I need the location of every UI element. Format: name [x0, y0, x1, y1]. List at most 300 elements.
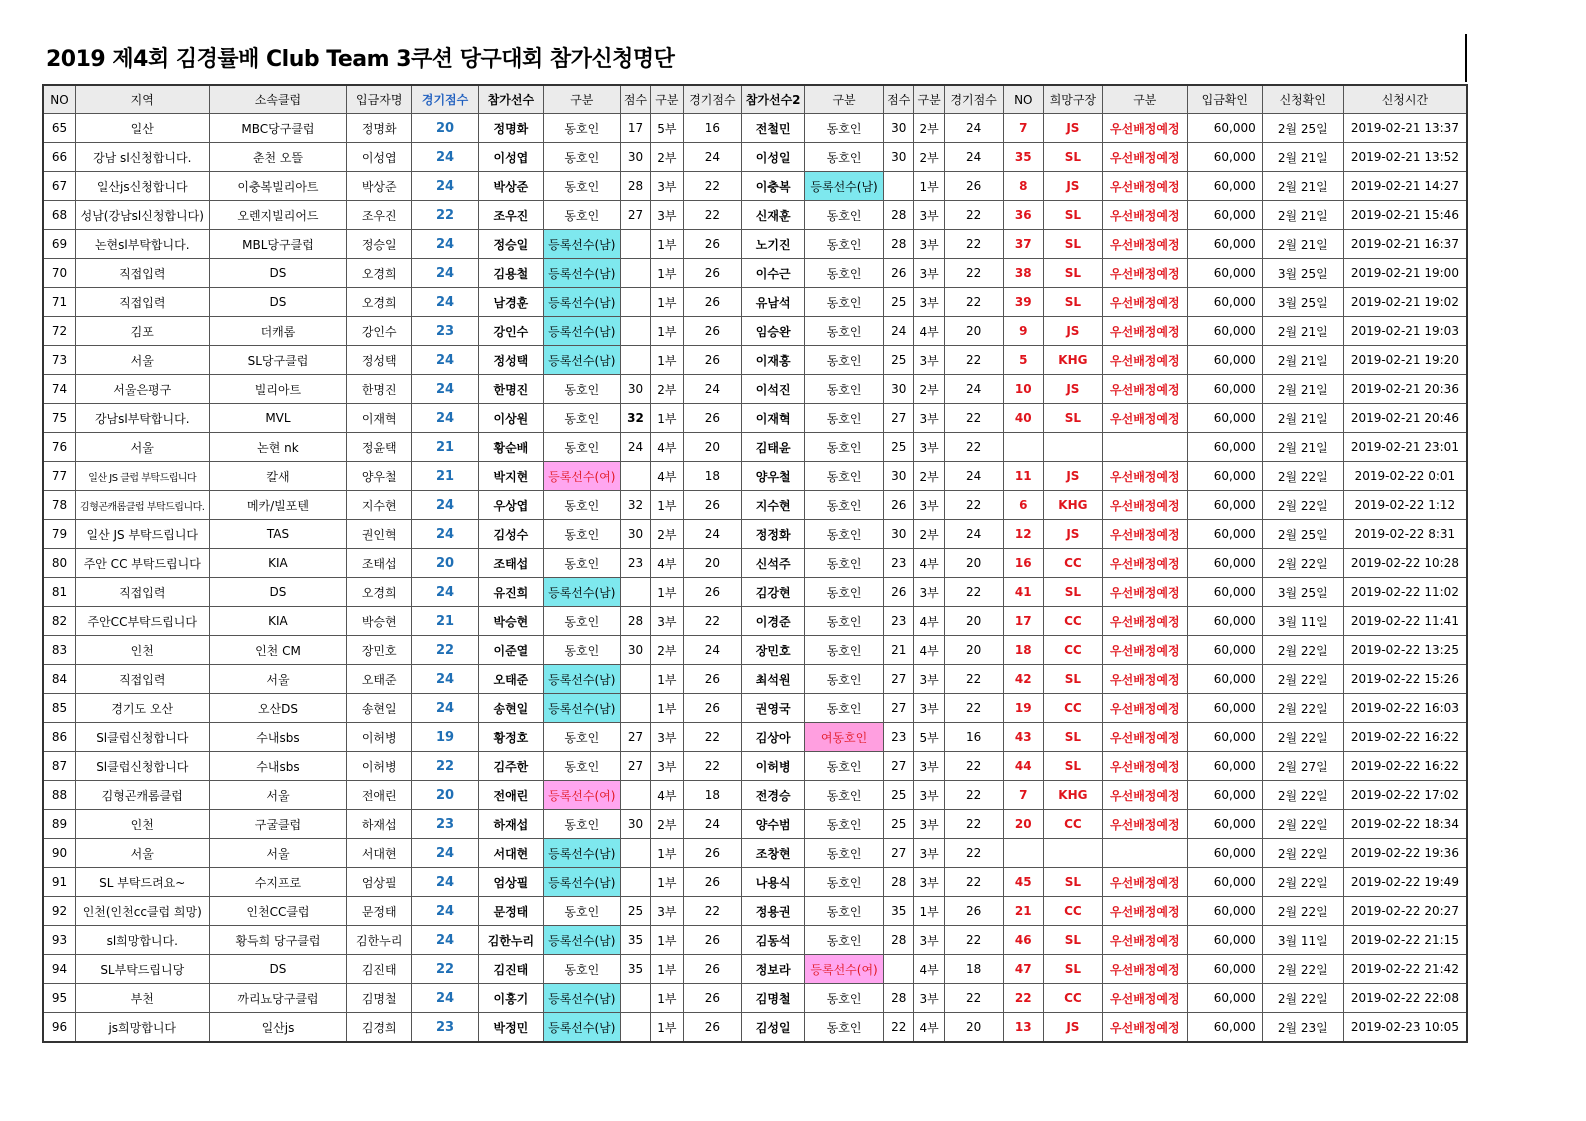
table-row — [43, 1013, 1467, 1043]
cell-venue: JS — [1044, 375, 1103, 404]
cell-player1-type: 등록선수(남) — [543, 926, 620, 955]
table-row — [43, 839, 1467, 868]
cell-apply-time: 2019-02-22 16:03 — [1343, 694, 1467, 723]
cell-player2-division: 3부 — [914, 201, 944, 230]
cell-player1-type: 동호인 — [543, 897, 620, 926]
cell-payment: 60,000 — [1187, 520, 1262, 549]
cell-player1: 김한누리 — [478, 926, 543, 955]
cell-player2: 이성일 — [742, 143, 805, 172]
cell-player2-game-score: 22 — [944, 578, 1003, 607]
cell-venue: KHG — [1044, 781, 1103, 810]
cell-region: 주안 CC 부탁드립니다 — [75, 549, 209, 578]
cell-player2-game-score: 22 — [944, 984, 1003, 1013]
cell-depositor: 정성택 — [347, 346, 412, 375]
registration-table — [42, 84, 1468, 1043]
cell-no2: 8 — [1003, 172, 1044, 201]
cell-depositor: 이허병 — [347, 723, 412, 752]
cell-no: 91 — [43, 868, 75, 897]
header-player1-points: 점수 — [620, 85, 650, 114]
cell-region: 서울 — [75, 433, 209, 462]
cell-assignment: 우선배정예정 — [1102, 520, 1187, 549]
cell-player2-points: 27 — [884, 752, 914, 781]
header-confirm-date: 신청확인 — [1262, 85, 1343, 114]
cell-player1: 유진희 — [478, 578, 543, 607]
cell-player2-type: 동호인 — [805, 752, 884, 781]
cell-player2-game-score: 22 — [944, 259, 1003, 288]
cell-player1: 이홍기 — [478, 984, 543, 1013]
cell-venue: SL — [1044, 404, 1103, 433]
cell-region: 직접입력 — [75, 288, 209, 317]
cell-no2: 37 — [1003, 230, 1044, 259]
cell-player2-division: 4부 — [914, 317, 944, 346]
cell-player1-points: 35 — [620, 926, 650, 955]
cell-apply-time: 2019-02-22 8:31 — [1343, 520, 1467, 549]
cell-no: 72 — [43, 317, 75, 346]
header-player1-type: 구분 — [543, 85, 620, 114]
cell-player1-type: 등록선수(여) — [543, 781, 620, 810]
cell-apply-time: 2019-02-22 21:42 — [1343, 955, 1467, 984]
cell-player1-game-score: 26 — [683, 346, 742, 375]
cell-no2 — [1003, 433, 1044, 462]
cell-player1-game-score: 24 — [683, 636, 742, 665]
cell-player1-type: 동호인 — [543, 143, 620, 172]
cell-player2-type: 동호인 — [805, 259, 884, 288]
cell-depositor: 오태준 — [347, 665, 412, 694]
cell-club: KIA — [209, 549, 347, 578]
cell-payment: 60,000 — [1187, 317, 1262, 346]
cell-game-score: 24 — [412, 520, 479, 549]
cell-player1-points: 27 — [620, 201, 650, 230]
cell-player2-points: 23 — [884, 723, 914, 752]
cell-confirm-date: 2월 22일 — [1262, 810, 1343, 839]
cell-assignment: 우선배정예정 — [1102, 607, 1187, 636]
cell-player1-division: 3부 — [651, 607, 683, 636]
cell-player2-type: 동호인 — [805, 781, 884, 810]
cell-player1-game-score: 26 — [683, 288, 742, 317]
cell-confirm-date: 2월 22일 — [1262, 694, 1343, 723]
cell-player2-game-score: 22 — [944, 230, 1003, 259]
cell-depositor: 박승현 — [347, 607, 412, 636]
cell-venue — [1044, 839, 1103, 868]
cell-apply-time: 2019-02-22 22:08 — [1343, 984, 1467, 1013]
cell-club: 춘천 오뜰 — [209, 143, 347, 172]
table-row — [43, 317, 1467, 346]
cell-player1-game-score: 26 — [683, 578, 742, 607]
table-row — [43, 549, 1467, 578]
cell-player1-type: 등록선수(남) — [543, 665, 620, 694]
cell-player2-points: 30 — [884, 520, 914, 549]
cell-player1-game-score: 16 — [683, 114, 742, 143]
cell-player1-division: 2부 — [651, 375, 683, 404]
cell-apply-time: 2019-02-22 17:02 — [1343, 781, 1467, 810]
table-row — [43, 926, 1467, 955]
cell-depositor: 오경희 — [347, 259, 412, 288]
cell-club: 서울 — [209, 665, 347, 694]
cell-no2: 36 — [1003, 201, 1044, 230]
cell-confirm-date: 2월 22일 — [1262, 491, 1343, 520]
cell-region: 성남(강남sl신청합니다) — [75, 201, 209, 230]
cell-apply-time: 2019-02-22 15:26 — [1343, 665, 1467, 694]
cell-player2-division: 3부 — [914, 665, 944, 694]
cell-club: MVL — [209, 404, 347, 433]
cell-apply-time: 2019-02-21 16:37 — [1343, 230, 1467, 259]
header-player2-division: 구분 — [914, 85, 944, 114]
cell-apply-time: 2019-02-22 11:02 — [1343, 578, 1467, 607]
cell-assignment: 우선배정예정 — [1102, 926, 1187, 955]
cell-no: 68 — [43, 201, 75, 230]
cell-assignment — [1102, 433, 1187, 462]
cell-player2-division: 3부 — [914, 984, 944, 1013]
cell-player2-type: 동호인 — [805, 346, 884, 375]
cell-game-score: 22 — [412, 201, 479, 230]
cell-game-score: 24 — [412, 926, 479, 955]
cell-confirm-date: 2월 21일 — [1262, 172, 1343, 201]
cell-player2-type: 동호인 — [805, 114, 884, 143]
cell-apply-time: 2019-02-21 15:46 — [1343, 201, 1467, 230]
cell-player2: 신석주 — [742, 549, 805, 578]
cell-player1-points: 30 — [620, 636, 650, 665]
cell-region: 직접입력 — [75, 578, 209, 607]
cell-player1-division: 2부 — [651, 143, 683, 172]
cell-player2-type: 동호인 — [805, 694, 884, 723]
cell-player2-game-score: 22 — [944, 839, 1003, 868]
cell-club: MBC당구클럽 — [209, 114, 347, 143]
table-row — [43, 143, 1467, 172]
cell-venue: SL — [1044, 665, 1103, 694]
cell-assignment: 우선배정예정 — [1102, 549, 1187, 578]
cell-no: 83 — [43, 636, 75, 665]
cell-player1: 이상원 — [478, 404, 543, 433]
cell-venue: SL — [1044, 230, 1103, 259]
cell-player2: 전경승 — [742, 781, 805, 810]
cell-region: 서울 — [75, 346, 209, 375]
cell-player2-points: 30 — [884, 143, 914, 172]
cell-assignment: 우선배정예정 — [1102, 462, 1187, 491]
cell-no: 73 — [43, 346, 75, 375]
cell-player1-game-score: 26 — [683, 839, 742, 868]
cell-player2-points: 27 — [884, 665, 914, 694]
cell-venue: JS — [1044, 317, 1103, 346]
cell-player2-points: 24 — [884, 317, 914, 346]
cell-confirm-date: 2월 22일 — [1262, 897, 1343, 926]
cell-player2: 김성일 — [742, 1013, 805, 1043]
cell-player2-game-score: 22 — [944, 491, 1003, 520]
cell-venue: CC — [1044, 607, 1103, 636]
cell-game-score: 19 — [412, 723, 479, 752]
cell-assignment: 우선배정예정 — [1102, 984, 1187, 1013]
cell-club: 서울 — [209, 781, 347, 810]
cell-depositor: 정명화 — [347, 114, 412, 143]
cell-depositor: 하재섭 — [347, 810, 412, 839]
cell-depositor: 장민호 — [347, 636, 412, 665]
cell-venue: JS — [1044, 520, 1103, 549]
cell-club: DS — [209, 288, 347, 317]
cell-no: 66 — [43, 143, 75, 172]
cell-assignment: 우선배정예정 — [1102, 114, 1187, 143]
cell-player2-game-score: 24 — [944, 520, 1003, 549]
cell-player2-points: 35 — [884, 897, 914, 926]
table-row — [43, 694, 1467, 723]
cell-player1-points — [620, 462, 650, 491]
cell-player1-game-score: 26 — [683, 491, 742, 520]
cell-player1: 김진태 — [478, 955, 543, 984]
cell-player1-points — [620, 694, 650, 723]
cell-player1: 이준열 — [478, 636, 543, 665]
cell-player2-game-score: 20 — [944, 1013, 1003, 1043]
cell-assignment — [1102, 839, 1187, 868]
cell-player2-game-score: 22 — [944, 288, 1003, 317]
cell-player2-division: 3부 — [914, 810, 944, 839]
cell-player2: 김태윤 — [742, 433, 805, 462]
cell-confirm-date: 2월 22일 — [1262, 549, 1343, 578]
cell-confirm-date: 2월 22일 — [1262, 462, 1343, 491]
cell-depositor: 조태섭 — [347, 549, 412, 578]
cell-player1: 서대현 — [478, 839, 543, 868]
cell-no: 85 — [43, 694, 75, 723]
cell-no: 96 — [43, 1013, 75, 1043]
cell-game-score: 23 — [412, 1013, 479, 1043]
cell-player2-game-score: 20 — [944, 636, 1003, 665]
cell-no: 74 — [43, 375, 75, 404]
cell-player1-division: 3부 — [651, 897, 683, 926]
cell-player1: 김용철 — [478, 259, 543, 288]
cell-no2: 20 — [1003, 810, 1044, 839]
cell-apply-time: 2019-02-22 0:01 — [1343, 462, 1467, 491]
cell-apply-time: 2019-02-22 21:15 — [1343, 926, 1467, 955]
cell-player1-type: 등록선수(남) — [543, 259, 620, 288]
cell-no: 87 — [43, 752, 75, 781]
cell-no2: 40 — [1003, 404, 1044, 433]
cell-depositor: 엄상필 — [347, 868, 412, 897]
cell-club: TAS — [209, 520, 347, 549]
cell-player2: 양수범 — [742, 810, 805, 839]
cell-player2: 전철민 — [742, 114, 805, 143]
cell-assignment: 우선배정예정 — [1102, 375, 1187, 404]
cell-player1-division: 1부 — [651, 1013, 683, 1043]
cell-no: 70 — [43, 259, 75, 288]
cell-player1: 김성수 — [478, 520, 543, 549]
cell-player1-game-score: 22 — [683, 172, 742, 201]
cell-player1-points — [620, 665, 650, 694]
cell-player1-game-score: 22 — [683, 752, 742, 781]
cell-player2-points: 23 — [884, 549, 914, 578]
cell-player2: 임승완 — [742, 317, 805, 346]
cell-player2-game-score: 24 — [944, 462, 1003, 491]
cell-apply-time: 2019-02-22 18:34 — [1343, 810, 1467, 839]
cell-club: 까리뇨당구클럽 — [209, 984, 347, 1013]
cell-club: 빌리아트 — [209, 375, 347, 404]
cell-player2-type: 동호인 — [805, 143, 884, 172]
cell-player2-division: 2부 — [914, 114, 944, 143]
cell-confirm-date: 2월 25일 — [1262, 520, 1343, 549]
cell-game-score: 21 — [412, 462, 479, 491]
cell-club: 황득희 당구클럽 — [209, 926, 347, 955]
cell-player1-points — [620, 578, 650, 607]
cell-payment: 60,000 — [1187, 143, 1262, 172]
cell-apply-time: 2019-02-22 19:49 — [1343, 868, 1467, 897]
cell-player1-type: 등록선수(남) — [543, 694, 620, 723]
cell-player2: 신재훈 — [742, 201, 805, 230]
cell-player1-points: 17 — [620, 114, 650, 143]
cell-player2: 나용식 — [742, 868, 805, 897]
cell-player2-division: 4부 — [914, 955, 944, 984]
cell-apply-time: 2019-02-21 23:01 — [1343, 433, 1467, 462]
cell-player2-points: 28 — [884, 984, 914, 1013]
cell-game-score: 24 — [412, 288, 479, 317]
cell-player2-division: 2부 — [914, 375, 944, 404]
cell-player1-type: 동호인 — [543, 549, 620, 578]
cell-apply-time: 2019-02-22 11:41 — [1343, 607, 1467, 636]
cell-no2: 44 — [1003, 752, 1044, 781]
cell-payment: 60,000 — [1187, 752, 1262, 781]
cell-apply-time: 2019-02-21 20:46 — [1343, 404, 1467, 433]
cell-depositor: 전애린 — [347, 781, 412, 810]
cell-depositor: 조우진 — [347, 201, 412, 230]
cell-player2-division: 4부 — [914, 636, 944, 665]
cell-player2-points: 28 — [884, 926, 914, 955]
cell-player1-division: 2부 — [651, 810, 683, 839]
cell-player1-points — [620, 288, 650, 317]
cell-player2-division: 2부 — [914, 520, 944, 549]
cell-game-score: 24 — [412, 375, 479, 404]
header-depositor: 입금자명 — [347, 85, 412, 114]
cell-depositor: 정윤택 — [347, 433, 412, 462]
cell-player1-game-score: 26 — [683, 694, 742, 723]
cell-player1: 문정태 — [478, 897, 543, 926]
cell-player1-points: 28 — [620, 607, 650, 636]
table-row — [43, 404, 1467, 433]
cell-payment: 60,000 — [1187, 984, 1262, 1013]
cell-apply-time: 2019-02-22 1:12 — [1343, 491, 1467, 520]
cell-apply-time: 2019-02-22 19:36 — [1343, 839, 1467, 868]
cell-depositor: 이허병 — [347, 752, 412, 781]
cell-club: DS — [209, 259, 347, 288]
cell-player1-type: 동호인 — [543, 375, 620, 404]
cell-player1: 박지현 — [478, 462, 543, 491]
table-row — [43, 375, 1467, 404]
header-no2: NO — [1003, 85, 1044, 114]
cell-no: 81 — [43, 578, 75, 607]
cell-confirm-date: 2월 21일 — [1262, 230, 1343, 259]
cell-region: 김포 — [75, 317, 209, 346]
cell-player1-division: 2부 — [651, 520, 683, 549]
cell-venue: CC — [1044, 549, 1103, 578]
cell-club: 논현 nk — [209, 433, 347, 462]
cell-region: 일산 JS 부탁드립니다 — [75, 520, 209, 549]
cell-region: 인천 — [75, 636, 209, 665]
cell-no2: 6 — [1003, 491, 1044, 520]
cell-player1-division: 3부 — [651, 723, 683, 752]
cell-player2-division: 3부 — [914, 926, 944, 955]
table-row — [43, 578, 1467, 607]
cell-no2: 7 — [1003, 781, 1044, 810]
cell-player1-type: 등록선수(남) — [543, 868, 620, 897]
cell-confirm-date: 2월 22일 — [1262, 868, 1343, 897]
cell-player2-points — [884, 955, 914, 984]
cell-depositor: 강인수 — [347, 317, 412, 346]
cell-club: 더캐롬 — [209, 317, 347, 346]
cell-player2-division: 2부 — [914, 462, 944, 491]
cell-region: 논현sl부탁합니다. — [75, 230, 209, 259]
table-row — [43, 781, 1467, 810]
cell-player1-game-score: 26 — [683, 1013, 742, 1043]
cell-game-score: 23 — [412, 810, 479, 839]
cell-player2-type: 동호인 — [805, 636, 884, 665]
cell-region: SL 부탁드려요~ — [75, 868, 209, 897]
cell-venue: JS — [1044, 114, 1103, 143]
cell-player1-points: 32 — [620, 404, 650, 433]
cell-player1-type: 등록선수(남) — [543, 578, 620, 607]
cell-player1-points: 35 — [620, 955, 650, 984]
cell-club: 메카/빌포텐 — [209, 491, 347, 520]
cell-player1-division: 4부 — [651, 549, 683, 578]
table-row — [43, 201, 1467, 230]
header-assignment: 구분 — [1102, 85, 1187, 114]
cell-player1-points: 30 — [620, 520, 650, 549]
cell-no2: 18 — [1003, 636, 1044, 665]
cell-no: 67 — [43, 172, 75, 201]
cell-player1: 정성택 — [478, 346, 543, 375]
cell-venue: CC — [1044, 810, 1103, 839]
table-row — [43, 897, 1467, 926]
cell-player2: 정용권 — [742, 897, 805, 926]
cell-player2: 정정화 — [742, 520, 805, 549]
cell-player1-type: 등록선수(남) — [543, 839, 620, 868]
cell-player1-division: 5부 — [651, 114, 683, 143]
header-player1: 참가선수 — [478, 85, 543, 114]
cell-player2-points: 26 — [884, 578, 914, 607]
cell-region: 일산 — [75, 114, 209, 143]
cell-player1-type: 동호인 — [543, 752, 620, 781]
cell-club: 인천CC클럽 — [209, 897, 347, 926]
cell-player1: 송현일 — [478, 694, 543, 723]
cell-payment: 60,000 — [1187, 578, 1262, 607]
cell-payment: 60,000 — [1187, 1013, 1262, 1043]
cell-game-score: 24 — [412, 984, 479, 1013]
cell-player2-division: 3부 — [914, 230, 944, 259]
cell-assignment: 우선배정예정 — [1102, 636, 1187, 665]
cell-confirm-date: 2월 22일 — [1262, 723, 1343, 752]
cell-player1-game-score: 26 — [683, 317, 742, 346]
header-player1-game-score: 경기점수 — [683, 85, 742, 114]
cell-player2: 장민호 — [742, 636, 805, 665]
cell-no: 71 — [43, 288, 75, 317]
cell-player1-division: 1부 — [651, 839, 683, 868]
cell-no2: 41 — [1003, 578, 1044, 607]
cell-no2: 9 — [1003, 317, 1044, 346]
cell-no2: 10 — [1003, 375, 1044, 404]
cell-player1-points: 30 — [620, 810, 650, 839]
cell-player2-points: 30 — [884, 462, 914, 491]
cell-player2: 이재혁 — [742, 404, 805, 433]
cell-player1-game-score: 26 — [683, 955, 742, 984]
cell-club: DS — [209, 955, 347, 984]
cell-player2: 노기진 — [742, 230, 805, 259]
cell-no: 95 — [43, 984, 75, 1013]
cell-no: 86 — [43, 723, 75, 752]
header-club: 소속클럽 — [209, 85, 347, 114]
cell-player1-division: 1부 — [651, 955, 683, 984]
table-row — [43, 984, 1467, 1013]
cell-depositor: 양우철 — [347, 462, 412, 491]
cell-apply-time: 2019-02-22 16:22 — [1343, 752, 1467, 781]
cell-apply-time: 2019-02-22 13:25 — [1343, 636, 1467, 665]
cell-confirm-date: 2월 21일 — [1262, 201, 1343, 230]
cell-no2: 17 — [1003, 607, 1044, 636]
cell-no2: 11 — [1003, 462, 1044, 491]
cell-player2-points: 25 — [884, 810, 914, 839]
table-header — [43, 85, 1467, 114]
